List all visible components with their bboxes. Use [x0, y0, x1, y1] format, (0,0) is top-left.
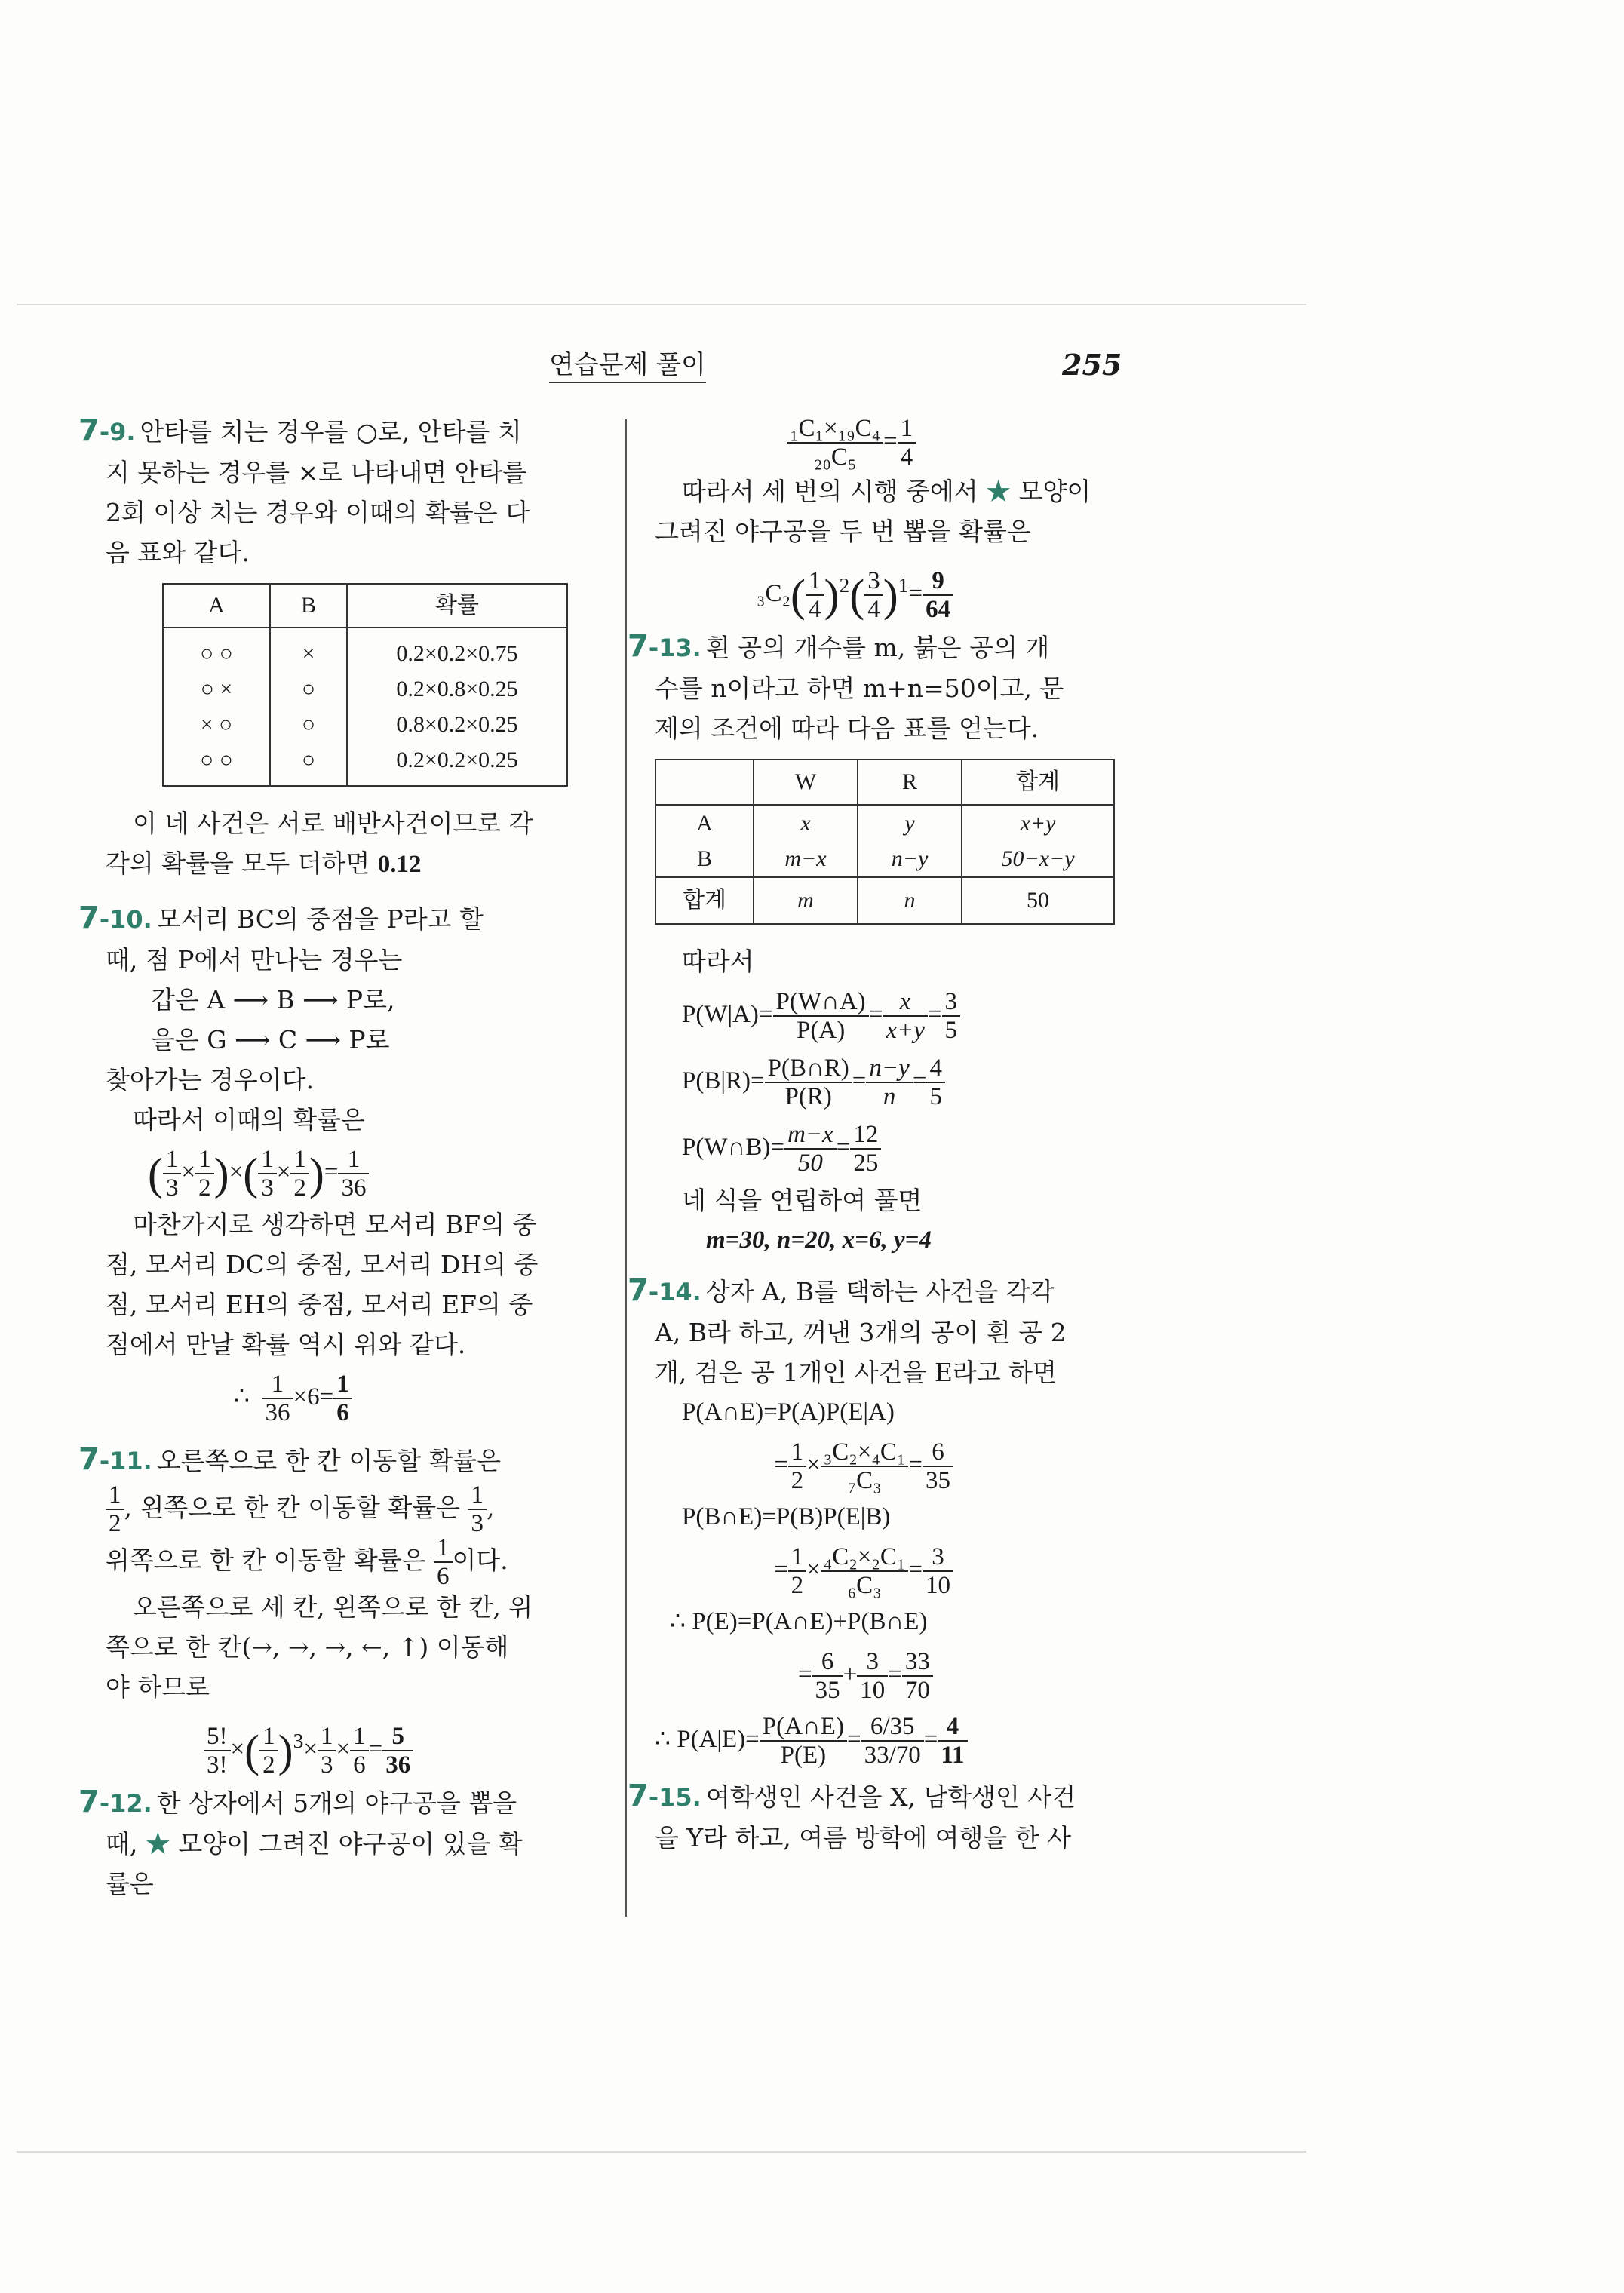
equation: P(B|R)= $\frac{P(B\cap R)}{P(R)}$ = $\frac{n-y}{n}$ = $\frac{4}{5}$ — [655, 1048, 1156, 1114]
table-header: 확률 — [347, 584, 567, 628]
problem-number: 7-11. — [78, 1442, 152, 1477]
equation: ∴ $\frac{1}{36}$ ×6= $\frac{1}{6}$ — [106, 1364, 603, 1429]
problem-number: 7-13. — [628, 629, 701, 664]
equation: ∴ P(E)=P(A∩E)+P(B∩E) — [670, 1608, 928, 1635]
table-row: B m−x n−y 50−x−y — [655, 841, 1114, 877]
table-row: ○ ○ × 0.2×0.2×0.75 — [163, 636, 567, 671]
equation: P(W|A)= $\frac{P(W\cap A)}{P(A)}$ = $\frac{x}{x+y}$ = $\frac{3}{5}$ — [655, 981, 1156, 1048]
table-header: 합계 — [962, 760, 1114, 805]
column-divider — [625, 419, 627, 1917]
problem-number: 7-12. — [78, 1785, 152, 1819]
page-number: 255 — [1062, 348, 1122, 382]
table-header: R — [858, 760, 962, 805]
bottom-rule — [17, 2151, 1306, 2153]
probability-table — [162, 583, 568, 787]
table-row: 합계 m n 50 — [655, 877, 1114, 924]
table-row: A x y x+y — [655, 805, 1114, 841]
equation: = $\frac{6}{35}$ + $\frac{3}{10}$ = $\frac{33}{70}$ — [655, 1642, 1156, 1707]
problem-number: 7-9. — [78, 413, 136, 448]
right-column — [628, 411, 1156, 1858]
table-row: ○ ○ ○ 0.2×0.2×0.25 — [163, 742, 567, 778]
problem-7-15: 7-15. 여학생인 사건을 X, 남학생인 사건 을 Y라 하고, 여름 방학에 여행을 한 사 — [628, 1779, 1076, 1853]
equation: P(B∩E)=P(B)P(E|B) — [682, 1503, 891, 1530]
problem-7-10: 7-10. 모서리 BC의 중점을 P라고 할 때, 점 P에서 만나는 경우는 갑은 A ⟶ B ⟶ P로, 을은 G ⟶ C ⟶ P로 찾아가는 경우이다. 따라서 이때의 확률은 ( $\frac{1}{3}$ × $\frac{1}{2}$ )×( $\frac{1}{3}$ × $\frac{1}{2}$ )= $\frac{1}{36}$ 마찬가지로 생각하면 모서리 BF의 중 점, 모서리 DC의 중점, 모서리 DH의 중 점, 모서리 EH의 중점, 모서리 EF의 중 점에서 만날 확률 역시 위와 같다. ∴ $\frac{1}{36}$ ×6= $\frac{1}{6}$ — [106, 898, 603, 1429]
equation: P(A∩E)=P(A)P(E|A) — [682, 1398, 895, 1426]
page-title: 연습문제 풀이 — [549, 348, 706, 383]
equation: ( $\frac{1}{3}$ × $\frac{1}{2}$ )×( $\frac{1}{3}$ × $\frac{1}{2}$ )= $\frac{1}{36}$ — [106, 1140, 603, 1205]
problem-number: 7-14. — [628, 1273, 701, 1308]
problem-number: 7-10. — [78, 901, 152, 935]
table-row: × ○ ○ 0.8×0.2×0.25 — [163, 707, 567, 742]
problem-7-11: 7-11. 오른쪽으로 한 칸 이동할 확률은 $\frac{1}{2}$ , 왼쪽으로 한 칸 이동할 확률은 $\frac{1}{3}$ , 위쪽으로 한 칸 이동할 확률은 $\frac{1}{6}$ 이다. 오른쪽으로 세 칸, 왼쪽으로 한 칸, 위 쪽으로 한 칸(→, →, →, ←, ↑) 이동해 야 하므로 $\frac{5!}{3!}$ ×( $\frac{1}{2}$ )$^3$× $\frac{1}{3}$ × $\frac{1}{6}$ = $\frac{5}{36}$ — [106, 1440, 603, 1775]
equation: $\frac{5!}{3!}$ ×( $\frac{1}{2}$ )$^3$× $\frac{1}{3}$ × $\frac{1}{6}$ = $\frac{5}{36}$ — [106, 1707, 603, 1775]
problem-7-12-continued: $\frac{\text{₁C₁×₁₉C₄}}{\text{₂₀C₅}}$ = $\frac{1}{4}$ 따라서 세 번의 시행 중에서 ★ 모양이 그려진 야구공을 두 번 뽑을 확률은 ₃C₂( $\frac{1}{4}$ )$^2$( $\frac{3}{4}$ )$^1$= $\frac{9}{64}$ — [655, 411, 1156, 619]
star-icon: ★ — [145, 1829, 170, 1859]
problem-7-13: 7-13. 흰 공의 개수를 m, 붉은 공의 개 수를 n이라고 하면 m+n=50이고, 문 제의 조건에 따라 다음 표를 얻는다. W R 합계 A x y x+y B m−x n−y 50−x−y 합계 m n 50 따라서 P(W|A)= $\frac{P(W\cap A)}{P(A)}$ = $\frac{x}{x+y}$ = $\frac{3}{5}$ P(B|R)= $\frac{P(B\cap R)}{P(R)}$ = $\frac{n-y}{n}$ = $\frac{4}{5}$ P(W∩B)= $\frac{m-x}{50}$ = $\frac{12}{25}$ 네 식을 연립하여 풀면 m=30, n=20, x=6, y=4 — [655, 627, 1156, 1260]
problem-7-14: 7-14. 상자 A, B를 택하는 사건을 각각 A, B라 하고, 꺼낸 3개의 공이 흰 공 2 개, 검은 공 1개인 사건을 E라고 하면 P(A∩E)=P(A)P(E|A) = $\frac{1}{2}$ × $\frac{\text{₃C₂×₄C₁}}{\text{₇C₃}}$ = $\frac{6}{35}$ P(B∩E)=P(B)P(E|B) = $\frac{1}{2}$ × $\frac{\text{₄C₂×₂C₁}}{\text{₆C₃}}$ = $\frac{3}{10}$ ∴ P(E)=P(A∩E)+P(B∩E) = $\frac{6}{35}$ + $\frac{3}{10}$ = $\frac{33}{70}$ ∴ P(A|E)= $\frac{P(A\cap E)}{P(E)}$ = $\frac{6/35}{33/70}$ = $\frac{4}{11}$ — [655, 1271, 1156, 1772]
equation: P(W∩B)= $\frac{m-x}{50}$ = $\frac{12}{25}$ — [655, 1114, 1156, 1180]
problem-7-9: 7-9. 안타를 치는 경우를 ○로, 안타를 치 지 못하는 경우를 ×로 나타내면 안타를 2회 이상 치는 경우와 이때의 확률은 다 음 표와 같다. A B 확률 ○ ○ × 0.2×0.2×0.75 ○ × ○ 0.2×0.8×0.25 × ○ ○ 0.8×0.2×0.25 ○ ○ ○ 0.2×0.2×0.25 이 네 사건은 서로 배반사건이므로 각 각의 확률을 모두 더하면 0.12 — [106, 411, 603, 885]
count-table — [655, 759, 1115, 925]
left-column — [78, 411, 603, 1904]
table-header: B — [270, 584, 347, 628]
equation: = $\frac{1}{2}$ × $\frac{\text{₃C₂×₄C₁}}{\text{₇C₃}}$ = $\frac{6}{35}$ — [655, 1432, 1156, 1497]
answer: m=30, n=20, x=6, y=4 — [706, 1226, 932, 1254]
equation: = $\frac{1}{2}$ × $\frac{\text{₄C₂×₂C₁}}{\text{₆C₃}}$ = $\frac{3}{10}$ — [655, 1537, 1156, 1602]
top-rule — [17, 304, 1306, 305]
equation: ∴ P(A|E)= $\frac{P(A\cap E)}{P(E)}$ = $\frac{6/35}{33/70}$ = $\frac{4}{11}$ — [655, 1707, 1156, 1772]
table-header: W — [754, 760, 858, 805]
problem-7-12: 7-12. 한 상자에서 5개의 야구공을 뽑을 때, ★ 모양이 그려진 야구공이 있을 확 률은 — [78, 1785, 523, 1899]
table-row: ○ × ○ 0.2×0.8×0.25 — [163, 671, 567, 707]
equation: $\frac{\text{₁C₁×₁₉C₄}}{\text{₂₀C₅}}$ = $\frac{1}{4}$ — [655, 411, 1156, 471]
star-icon: ★ — [986, 477, 1012, 506]
problem-number: 7-15. — [628, 1779, 701, 1813]
answer: 0.12 — [377, 851, 422, 878]
equation: ₃C₂( $\frac{1}{4}$ )$^2$( $\frac{3}{4}$ )$^1$= $\frac{9}{64}$ — [655, 551, 1156, 619]
table-header: A — [163, 584, 270, 628]
